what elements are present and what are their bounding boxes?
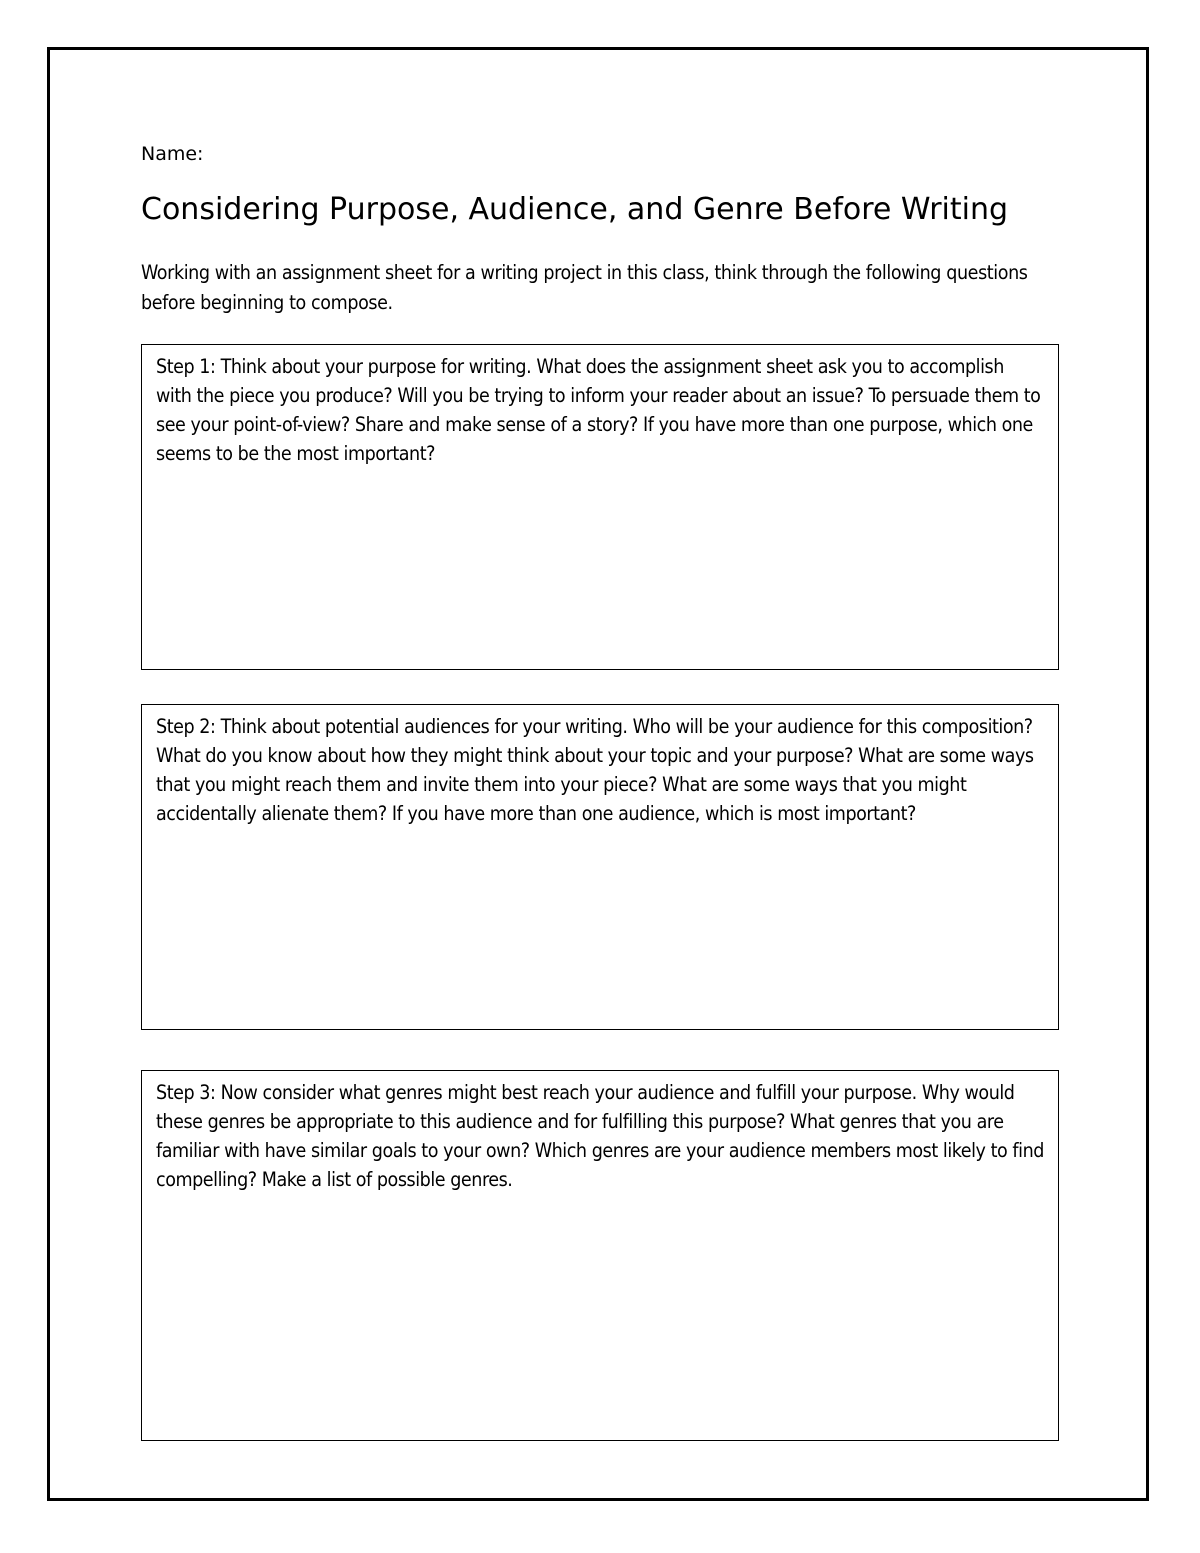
step-2-prompt: Step 2: Think about potential audiences for your writing. Who will be your audience for this composition? What do you know about how they might think about your topic and your purpose? What are some ways that you might reach them and invite them into your piece? What are some ways that you might accidentally alienate them? If you have more than one audience, which is most important? xyxy=(156,715,1034,825)
step-1-box[interactable] xyxy=(141,344,1059,670)
step-3-box[interactable] xyxy=(141,1070,1059,1441)
intro-text: Working with an assignment sheet for a writing project in this class, think through the following questions before beginning to compose. xyxy=(141,261,1028,314)
step-3-prompt: Step 3: Now consider what genres might best reach your audience and fulfill your purpose. Why would these genres be appropriate to this audience and for fulfilling this purpose? What genres that you are familiar with have similar goals to your own? Which genres are your audience members most likely to find compelling? Make a list of possible genres. xyxy=(156,1081,1044,1191)
page-title: Considering Purpose, Audience, and Genre Before Writing xyxy=(141,192,1009,227)
step-2-box[interactable] xyxy=(141,704,1059,1030)
step-1-prompt: Step 1: Think about your purpose for writing. What does the assignment sheet ask you to accomplish with the piece you produce? Will you be trying to inform your reader about an issue? To persuade them to see your point-of-view? Share and make sense of a story? If you have more than one purpose, which one seems to be the most important? xyxy=(156,355,1041,465)
name-label: Name: xyxy=(141,143,204,165)
